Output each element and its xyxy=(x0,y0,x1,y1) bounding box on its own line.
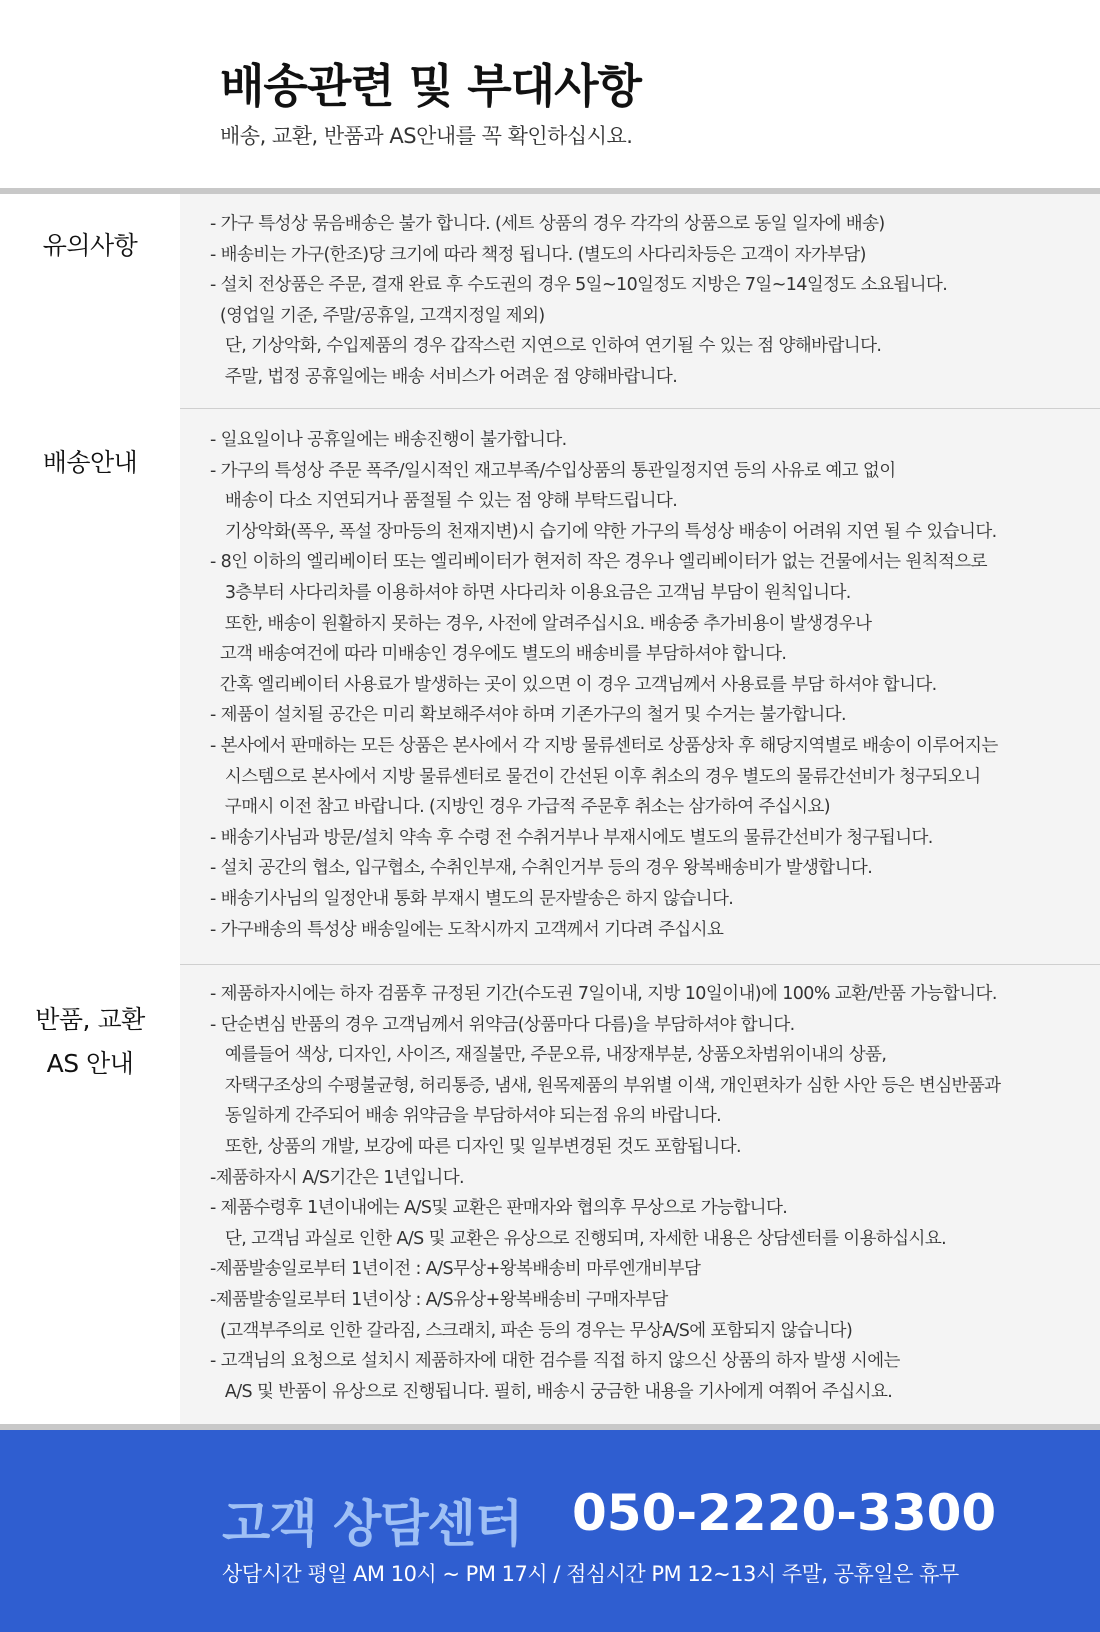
page-title: 배송관련 및 부대사항 xyxy=(220,59,641,113)
notice-line: - 설치 전상품은 주문, 결재 완료 후 수도권의 경우 5일~10일정도 지방은 7일~14일정도 소요됩니다. xyxy=(210,275,948,296)
customer-center-label: 고객 상담센터 xyxy=(222,1495,523,1553)
delivery-line: 고객 배송여건에 따라 미배송인 경우에도 별도의 배송비를 부담하셔야 합니다. xyxy=(210,644,787,665)
return-line: -제품발송일로부터 1년이전 : A/S무상+왕복배송비 마루엔개비부담 xyxy=(210,1259,701,1280)
delivery-line: - 배송기사님과 방문/설치 약속 후 수령 전 수취거부나 부재시에도 별도의 물류간선비가 청구됩니다. xyxy=(210,827,933,848)
return-line: (고객부주의로 인한 갈라짐, 스크래치, 파손 등의 경우는 무상A/S에 포함되지 않습니다) xyxy=(210,1320,853,1341)
section-label-notice: 유의사항 xyxy=(42,231,138,260)
delivery-line: - 8인 이하의 엘리베이터 또는 엘리베이터가 현저히 작은 경우나 엘리베이터가 없는 건물에서는 원칙적으로 xyxy=(210,552,987,573)
delivery-line: 구매시 이전 참고 바랍니다. (지방인 경우 가급적 주문후 취소는 삼가하여 주십시요) xyxy=(210,797,830,818)
return-line: - 고객님의 요청으로 설치시 제품하자에 대한 검수를 직접 하지 않으신 상품의 하자 발생 시에는 xyxy=(210,1351,900,1372)
delivery-line: - 가구의 특성상 주문 폭주/일시적인 재고부족/수입상품의 통관일정지연 등의 사유로 예고 없이 xyxy=(210,460,896,481)
notice-line: (영업일 기준, 주말/공휴일, 고객지정일 제외) xyxy=(210,305,545,326)
customer-center-phone[interactable]: 050-2220-3300 xyxy=(572,1484,997,1542)
delivery-line: - 제품이 설치될 공간은 미리 확보해주셔야 하며 기존가구의 철거 및 수거는 불가합니다. xyxy=(210,705,846,726)
delivery-line: - 배송기사님의 일정안내 통화 부재시 별도의 문자발송은 하지 않습니다. xyxy=(210,888,734,909)
section-content-return xyxy=(180,965,1100,1424)
page-subtitle: 배송, 교환, 반품과 AS안내를 꼭 확인하십시요. xyxy=(220,124,633,148)
delivery-line: - 일요일이나 공휴일에는 배송진행이 불가합니다. xyxy=(210,430,567,450)
delivery-line: 또한, 배송이 원활하지 못하는 경우, 사전에 알려주십시요. 배송중 추가비용이 발생경우나 xyxy=(210,613,872,634)
delivery-line: - 본사에서 판매하는 모든 상품은 본사에서 각 지방 물류센터로 상품상차 후 해당지역별로 배송이 이루어지는 xyxy=(210,735,998,756)
section-delivery xyxy=(0,409,1100,964)
return-line: -제품하자시 A/S기간은 1년입니다. xyxy=(210,1167,464,1188)
section-notice xyxy=(0,194,1100,408)
section-label-return: 반품, 교환 xyxy=(35,1005,145,1034)
return-line: A/S 및 반품이 유상으로 진행됩니다. 필히, 배송시 궁금한 내용을 기사에게 여쭤어 주십시요. xyxy=(210,1381,893,1402)
notice-line: 단, 기상악화, 수입제품의 경우 갑작스런 지연으로 인하여 연기될 수 있는 점 양해바랍니다. xyxy=(210,336,882,357)
return-line: 동일하게 간주되어 배송 위약금을 부담하셔야 되는점 유의 바랍니다. xyxy=(210,1106,722,1127)
delivery-line: 배송이 다소 지연되거나 품절될 수 있는 점 양해 부탁드립니다. xyxy=(210,491,678,512)
delivery-line: 3층부터 사다리차를 이용하셔야 하면 사다리차 이용요금은 고객님 부담이 원칙입니다. xyxy=(210,582,851,603)
customer-center-hours: 상담시간 평일 AM 10시 ~ PM 17시 / 점심시간 PM 12~13시 주말, 공휴일은 휴무 xyxy=(222,1562,959,1586)
delivery-line: - 설치 공간의 협소, 입구협소, 수취인부재, 수취인거부 등의 경우 왕복배송비가 발생합니다. xyxy=(210,858,873,879)
section-return xyxy=(0,965,1100,1424)
delivery-line: 시스템으로 본사에서 지방 물류센터로 물건이 간선된 이후 취소의 경우 별도의 물류간선비가 청구되오니 xyxy=(210,766,981,787)
header xyxy=(0,0,1100,188)
return-line: - 제품수령후 1년이내에는 A/S및 교환은 판매자와 협의후 무상으로 가능합니다. xyxy=(210,1198,788,1219)
return-line: - 단순변심 반품의 경우 고객님께서 위약금(상품마다 다름)을 부담하셔야 합니다. xyxy=(210,1014,795,1035)
notice-line: - 가구 특성상 묶음배송은 불가 합니다. (세트 상품의 경우 각각의 상품으로 동일 일자에 배송) xyxy=(210,214,885,234)
notice-line: - 배송비는 가구(한조)당 크기에 따라 책정 됩니다. (별도의 사다리차등은 고객이 자가부담) xyxy=(210,244,866,265)
section-content-notice xyxy=(180,194,1100,408)
return-line: 단, 고객님 과실로 인한 A/S 및 교환은 유상으로 진행되며, 자세한 내용은 상담센터를 이용하십시요. xyxy=(210,1228,947,1249)
return-line: - 제품하자시에는 하자 검품후 규정된 기간(수도권 7일이내, 지방 10일이내)에 100% 교환/반품 가능합니다. xyxy=(210,984,997,1004)
return-line: 예를들어 색상, 디자인, 사이즈, 재질불만, 주문오류, 내장재부분, 상품오차범위이내의 상품, xyxy=(210,1045,887,1066)
return-line: 자택구조상의 수평불균형, 허리통증, 냄새, 원목제품의 부위별 이색, 개인편차가 심한 사안 등은 변심반품과 xyxy=(210,1075,1001,1096)
customer-center-banner xyxy=(0,1424,1100,1632)
delivery-line: 기상악화(폭우, 폭설 장마등의 천재지변)시 습기에 약한 가구의 특성상 배송이 어려워 지연 될 수 있습니다. xyxy=(210,521,997,542)
delivery-line: 간혹 엘리베이터 사용료가 발생하는 곳이 있으면 이 경우 고객님께서 사용료를 부담 하셔야 합니다. xyxy=(210,674,937,695)
delivery-line: - 가구배송의 특성상 배송일에는 도착시까지 고객께서 기다려 주십시요 xyxy=(210,919,724,940)
return-line: -제품발송일로부터 1년이상 : A/S유상+왕복배송비 구매자부담 xyxy=(210,1289,668,1310)
section-label-as: AS 안내 xyxy=(46,1049,134,1078)
return-line: 또한, 상품의 개발, 보강에 따른 디자인 및 일부변경된 것도 포함됩니다. xyxy=(210,1136,741,1157)
section-content-delivery xyxy=(180,409,1100,964)
notice-line: 주말, 법정 공휴일에는 배송 서비스가 어려운 점 양해바랍니다. xyxy=(210,366,678,387)
section-label-delivery: 배송안내 xyxy=(42,448,138,477)
